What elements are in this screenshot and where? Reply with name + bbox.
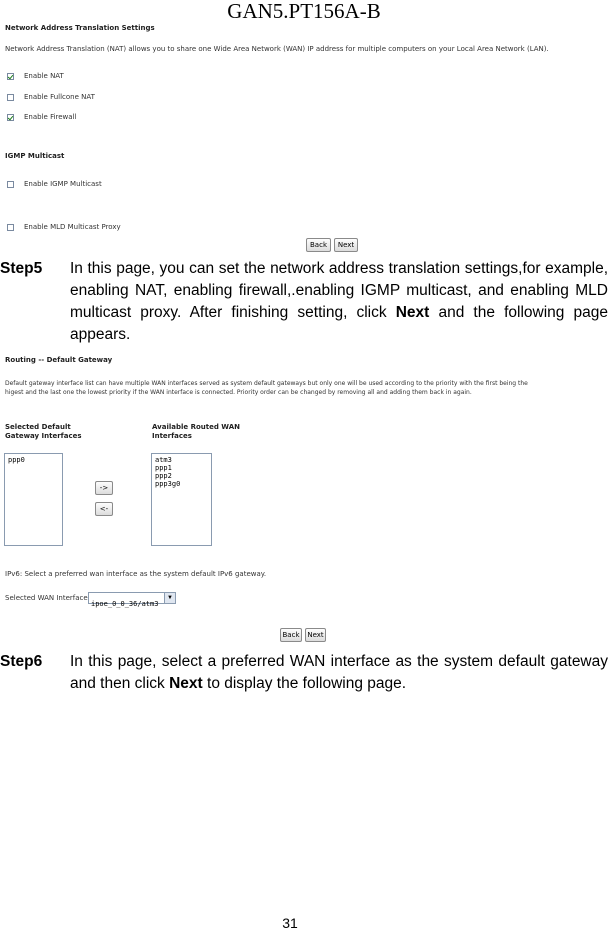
list-item[interactable]: ppp3g0 <box>155 480 181 488</box>
wan-interface-value: ipoe_0_0_36/atm3 <box>91 600 159 608</box>
available-heading-line2: Interfaces <box>152 432 192 440</box>
nat-description: Network Address Translation (NAT) allows you to share one Wide Area Network (WAN) IP address for multiple computers on your Local Area Network (LAN). <box>5 45 549 53</box>
enable-firewall-checkbox[interactable] <box>7 114 14 121</box>
enable-firewall-label: Enable Firewall <box>24 113 77 121</box>
selected-heading-line1: Selected Default <box>5 423 71 431</box>
document-header: GAN5.PT156A-B <box>227 0 381 23</box>
routing-description-line2: higest and the last one the lowest priority if the WAN interface is connected. Priority order can be changed by removing all and adding them back in again. <box>5 389 472 396</box>
step5-text-after: and the following page appears. <box>70 304 608 343</box>
step6-next-word: Next <box>169 675 203 692</box>
remove-interface-button[interactable]: <- <box>95 502 113 516</box>
enable-mld-checkbox[interactable] <box>7 224 14 231</box>
step6-text-after: to display the following page. <box>202 675 407 692</box>
wan-interface-label: Selected WAN Interface <box>5 594 88 602</box>
step5-label: Step5 <box>0 260 43 277</box>
selected-gateway-list[interactable] <box>4 453 63 546</box>
selected-heading-line2: Gateway Interfaces <box>5 432 82 440</box>
routing-description-line1: Default gateway interface list can have multiple WAN interfaces served as system default gateways but only one will be used according to the priority with the first being the <box>5 380 528 387</box>
enable-nat-checkbox[interactable] <box>7 73 14 80</box>
add-interface-button[interactable]: -> <box>95 481 113 495</box>
enable-fullcone-nat-checkbox[interactable] <box>7 94 14 101</box>
list-item[interactable]: atm3 <box>155 456 172 464</box>
routing-title: Routing -- Default Gateway <box>5 356 113 364</box>
routing-next-button[interactable]: Next <box>305 628 326 642</box>
chevron-down-icon: ▼ <box>164 593 175 603</box>
enable-mld-label: Enable MLD Multicast Proxy <box>24 223 121 231</box>
step5-next-word: Next <box>395 304 430 321</box>
available-interface-list[interactable] <box>151 453 212 546</box>
enable-igmp-checkbox[interactable] <box>7 181 14 188</box>
igmp-heading: IGMP Multicast <box>5 152 65 160</box>
nat-title: Network Address Translation Settings <box>5 24 155 32</box>
list-item[interactable]: ppp1 <box>155 464 172 472</box>
step5-text-before: In this page, you can set the network address translation settings,for example, enabling NAT, enabling firewall,.enabling IGMP multicast, and enabling MLD multicast proxy. After finishing setting, click <box>70 260 608 321</box>
ipv6-note: IPv6: Select a preferred wan interface as the system default IPv6 gateway. <box>5 570 267 578</box>
nat-next-button[interactable]: Next <box>334 238 358 252</box>
page-number: 31 <box>282 915 298 931</box>
step6-label: Step6 <box>0 653 43 670</box>
list-item[interactable]: ppp0 <box>8 456 25 464</box>
step6-text <box>70 651 608 695</box>
step5-text <box>70 258 608 346</box>
available-heading-line1: Available Routed WAN <box>152 423 240 431</box>
enable-igmp-label: Enable IGMP Multicast <box>24 180 102 188</box>
nat-back-button[interactable]: Back <box>306 238 331 252</box>
enable-fullcone-nat-label: Enable Fullcone NAT <box>24 93 95 101</box>
step6-text-before: In this page, select a preferred WAN interface as the system default gateway and then click <box>70 653 608 692</box>
list-item[interactable]: ppp2 <box>155 472 172 480</box>
enable-nat-label: Enable NAT <box>24 72 64 80</box>
routing-back-button[interactable]: Back <box>280 628 302 642</box>
wan-interface-select[interactable] <box>88 592 176 608</box>
